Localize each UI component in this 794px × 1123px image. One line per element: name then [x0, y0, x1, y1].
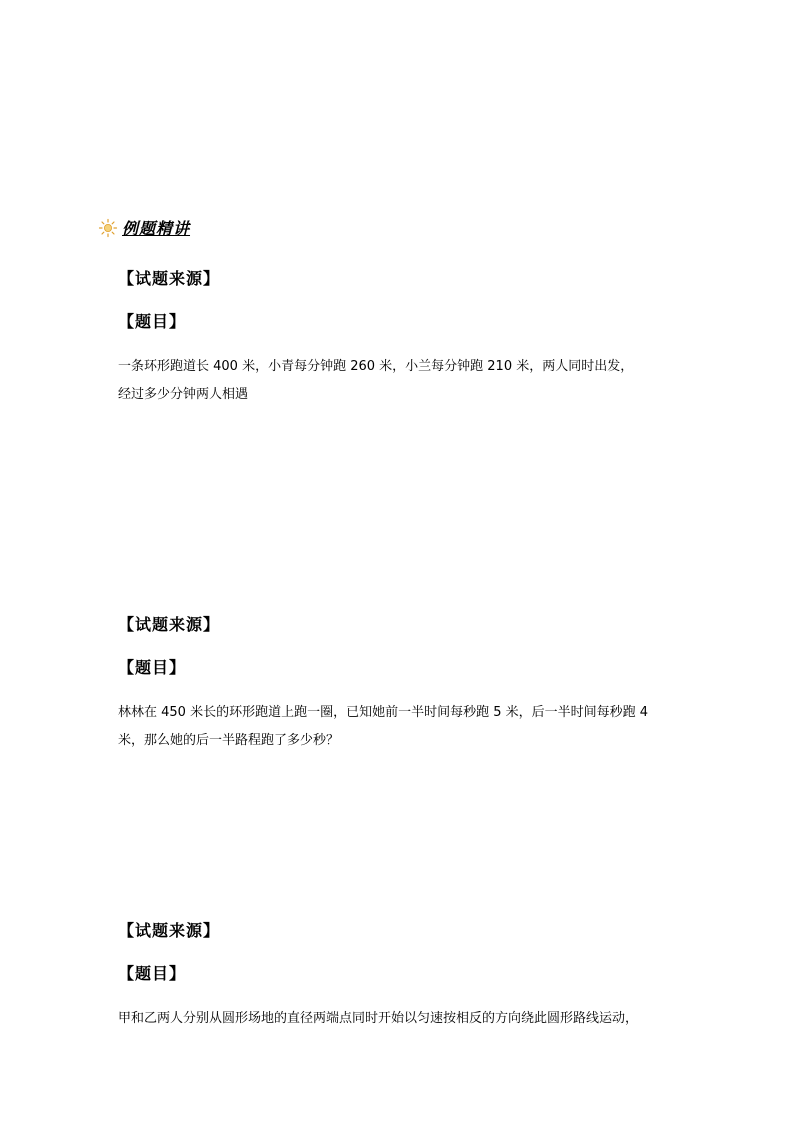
question-block-3 [118, 918, 688, 1033]
sun-icon [98, 218, 118, 238]
question-text: 甲和乙两人分别从圆形场地的直径两端点同时开始以匀速按相反的方向绕此圆形路线运动， [118, 1011, 639, 1026]
question-text: 林林在 450 米长的环形跑道上跑一圈，已知她前一半时间每秒跑 5 米，后一半时间每秒跑 4 米，那么她的后一半路程跑了多少秒？ [118, 705, 649, 748]
question-title-label: 【题目】 [118, 658, 187, 677]
question-title-label: 【题目】 [118, 312, 187, 331]
section-title: 例题精讲 [122, 219, 191, 238]
section-header [98, 216, 190, 239]
question-block-2 [118, 612, 688, 755]
question-title-label: 【题目】 [118, 964, 187, 983]
question-block-1 [118, 266, 688, 409]
question-source-label: 【试题来源】 [118, 921, 221, 940]
question-source-label: 【试题来源】 [118, 269, 221, 288]
question-source-label: 【试题来源】 [118, 615, 221, 634]
question-text: 一条环形跑道长 400 米，小青每分钟跑 260 米，小兰每分钟跑 210 米，两人同时出发， 经过多少分钟两人相遇 [118, 359, 634, 402]
